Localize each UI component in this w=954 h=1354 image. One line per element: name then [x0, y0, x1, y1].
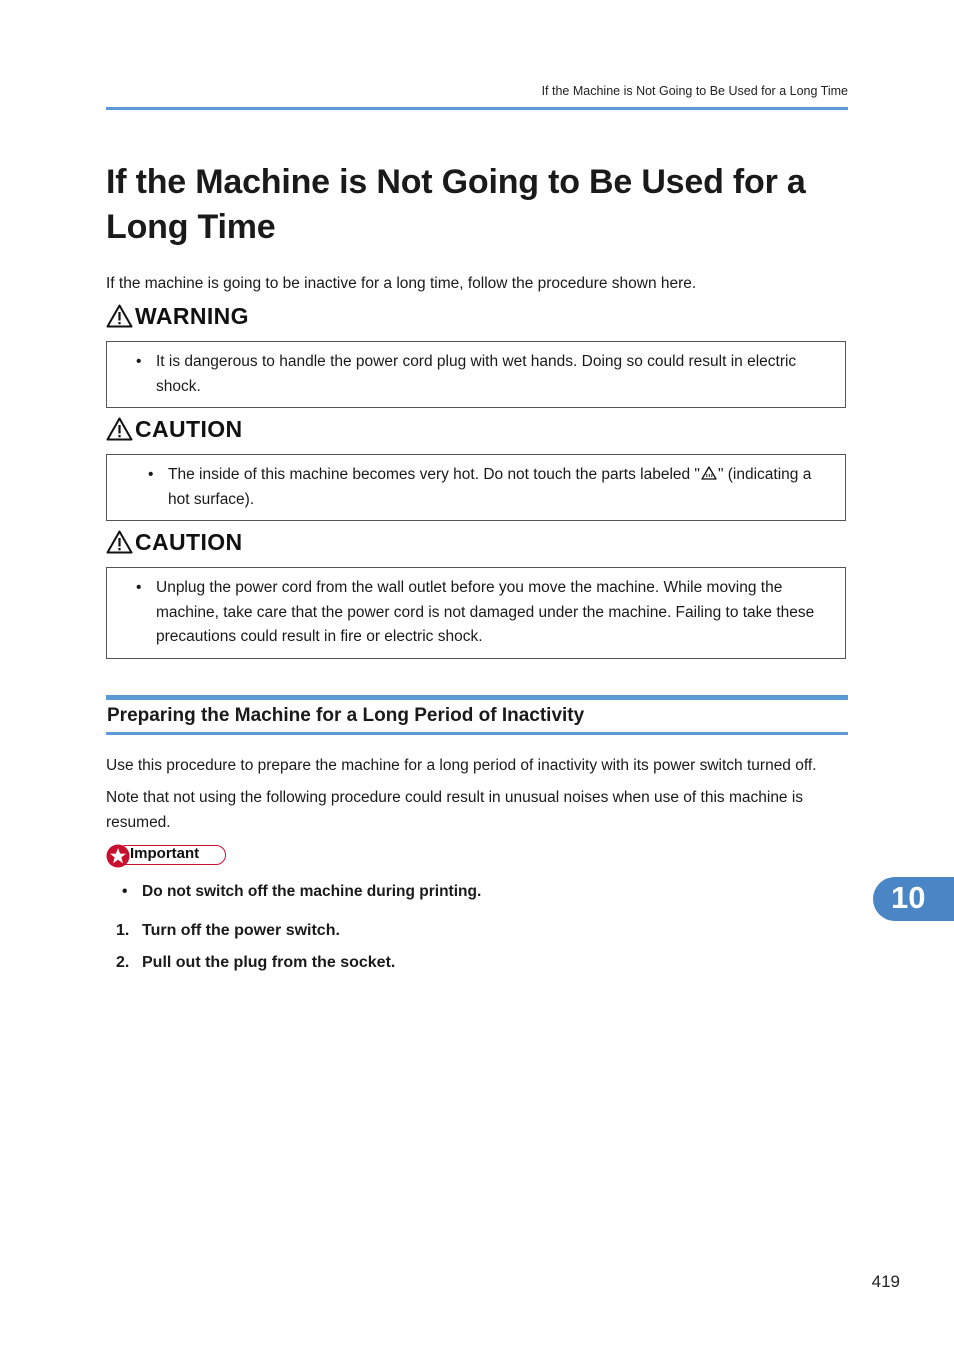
hot-surface-icon	[701, 466, 717, 480]
step-number: 1.	[116, 922, 130, 939]
step-2	[116, 951, 395, 975]
caution-text-after: " (indicating a hot surface).	[168, 466, 812, 508]
caution-item-unplug: • Unplug the power cord from the wall outlet before you move the machine. While moving the machine, take care that the power cord is not damaged under the machine. Failing to take these precautions could result in fire or electric shock.	[156, 576, 837, 650]
important-badge	[106, 844, 228, 866]
important-label: Important	[130, 845, 200, 862]
caution-heading-1	[106, 415, 243, 443]
caution-label-1: CAUTION	[135, 415, 243, 442]
step-number: 2.	[116, 954, 130, 971]
step-text: Turn off the power switch.	[142, 922, 340, 939]
chapter-tab[interactable]	[873, 877, 954, 921]
caution-item-hot	[168, 463, 831, 512]
section-paragraph-2: Note that not using the following procedure could result in unusual noises when use of this machine is resumed.	[106, 789, 804, 831]
caution-triangle-icon	[106, 530, 133, 554]
warning-heading	[106, 302, 249, 330]
step-text: Pull out the plug from the socket.	[142, 954, 396, 971]
warning-triangle-icon	[106, 304, 133, 328]
important-item: • Do not switch off the machine during printing.	[142, 880, 481, 904]
page-title: If the Machine is Not Going to Be Used for a Long Time	[106, 163, 806, 246]
running-header: If the Machine is Not Going to Be Used for a Long Time	[541, 84, 848, 98]
section-paragraph-1: Use this procedure to prepare the machine for a long period of inactivity with its power switch turned off.	[106, 757, 817, 774]
page-number: 419	[871, 1272, 900, 1291]
star-icon	[106, 844, 130, 868]
caution-label-2: CAUTION	[135, 528, 243, 555]
chapter-number: 10	[891, 880, 926, 915]
section-heading	[106, 695, 848, 735]
section-title: Preparing the Machine for a Long Period of Inactivity	[107, 705, 585, 726]
caution-heading-2	[106, 528, 243, 556]
caution-box-1	[106, 454, 846, 521]
warning-label: WARNING	[135, 302, 249, 329]
warning-box	[106, 341, 846, 408]
step-1	[116, 919, 340, 943]
caution-triangle-icon	[106, 417, 133, 441]
caution-text-before: The inside of this machine becomes very hot. Do not touch the parts labeled "	[168, 466, 700, 483]
header-rule	[106, 107, 848, 110]
intro-paragraph: If the machine is going to be inactive for a long time, follow the procedure shown here.	[106, 275, 697, 292]
caution-box-2	[106, 567, 846, 659]
warning-item: • It is dangerous to handle the power cord plug with wet hands. Doing so could result in electric shock.	[156, 350, 825, 399]
